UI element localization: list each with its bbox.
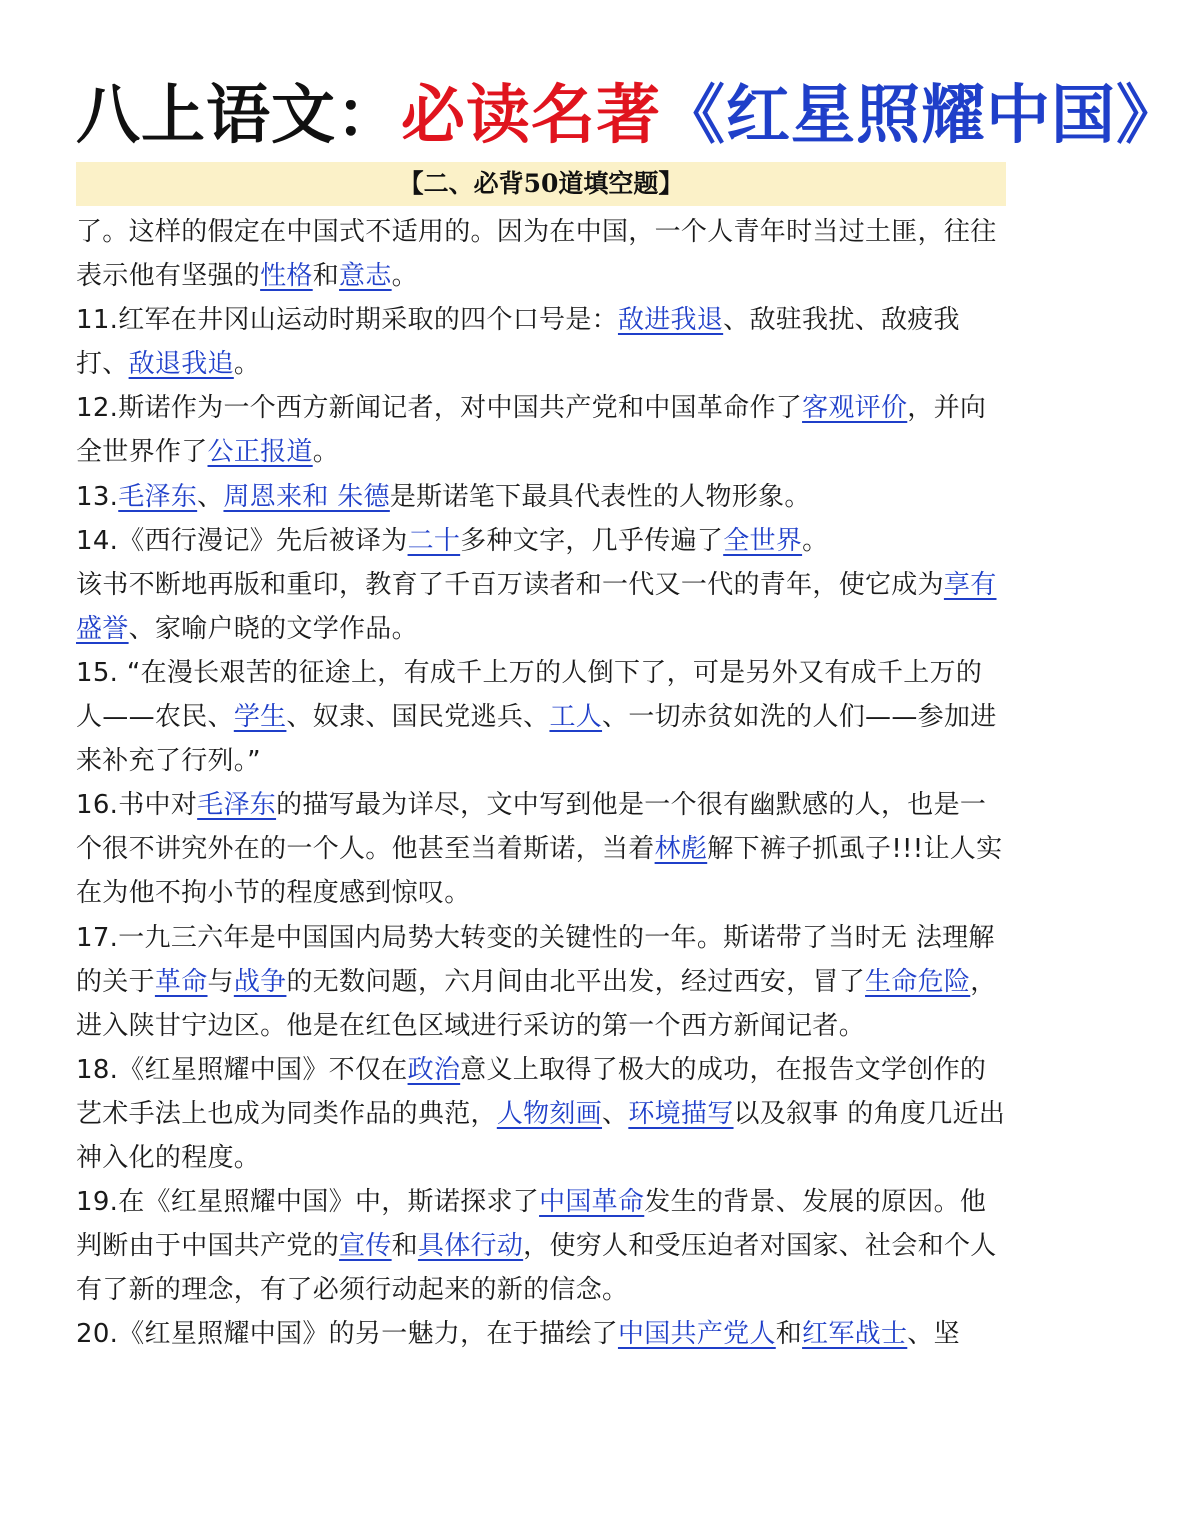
question-text: 的无数问题，六月间由北平出发，经过西安，冒了	[286, 966, 866, 997]
fill-in-answer: 敌进我退	[617, 305, 724, 336]
question-text: 和	[312, 261, 340, 292]
fill-in-answer: 环境描写	[628, 1098, 734, 1129]
question-text: 18.《红星照耀中国》不仅在	[76, 1054, 408, 1085]
fill-in-answer: 二十	[407, 525, 461, 556]
fill-in-answer: 中国共产党人	[617, 1319, 776, 1350]
question-text: 、家喻户晓的文学作品。	[128, 613, 418, 644]
question-text: ，使穷人和受压迫者对国家、社会和个人有了新的理念，有了必须行动起来的新的信念。	[76, 1231, 997, 1306]
question-text: 解下裤子抓虱子!!!让人实在为他不拘小节的程度感到惊叹。	[76, 834, 1003, 909]
fill-in-answer: 毛泽东	[118, 481, 198, 512]
fill-in-answer: 红军战士	[802, 1319, 908, 1350]
question-paragraph	[76, 916, 1006, 1048]
fill-in-answer: 客观评价	[802, 393, 908, 424]
section-banner: 【二、必背50道填空题】	[76, 162, 1006, 206]
page	[0, 78, 1181, 1518]
question-paragraph	[76, 651, 1006, 783]
question-text: 16.书中对	[76, 790, 198, 821]
fill-in-answer: 生命危险	[865, 966, 971, 997]
fill-in-answer: 具体行动	[417, 1231, 524, 1262]
question-text: 和	[775, 1319, 803, 1350]
question-text: 的描写最为详尽，文中写到他是一个很有幽默感的人，也是一个很不讲究外在的一个人。他甚至当着斯诺，当着	[76, 790, 987, 865]
question-text: 。	[802, 525, 829, 556]
question-text: ，并向全世界作了	[76, 393, 987, 468]
question-paragraph	[76, 298, 1006, 386]
question-text: 17.一九三六年是中国国内局势大转变的关键性的一年。斯诺带了当时无 法理解的关于	[76, 922, 995, 997]
fill-in-answer: 享有盛誉	[76, 569, 997, 644]
question-paragraph	[76, 1180, 1006, 1312]
fill-in-answer: 中国革命	[539, 1187, 645, 1218]
question-text: 多种文字，几乎传遍了	[460, 525, 724, 556]
question-paragraph	[76, 783, 1006, 915]
fill-in-answer: 林彪	[654, 834, 708, 865]
question-paragraph	[76, 1312, 1006, 1356]
question-text: 11.红军在井冈山运动时期采取的四个口号是：	[76, 305, 618, 336]
fill-in-answer: 工人	[549, 702, 603, 733]
title-red-part: 必读名著	[401, 78, 661, 153]
question-text: 14.《西行漫记》先后被译为	[76, 525, 408, 556]
question-paragraph	[76, 210, 1006, 298]
question-list	[76, 210, 1006, 1356]
title-blue-part: 《红星照耀中国》	[661, 78, 1181, 153]
question-text: 。	[312, 437, 340, 468]
question-text: 与	[207, 966, 234, 997]
question-paragraph	[76, 1048, 1006, 1180]
question-text: 、	[197, 481, 224, 512]
fill-in-answer: 战争	[233, 966, 287, 997]
question-text: 、一切赤贫如洗的人们——参加进来补充了行列。”	[76, 702, 997, 777]
question-text: 。	[391, 261, 418, 292]
question-text: 15. “在漫长艰苦的征途上，有成千上万的人倒下了，可是另外又有成千上万的人——农民、	[76, 657, 983, 733]
question-text: 。	[233, 349, 261, 380]
fill-in-answer: 意志	[339, 261, 392, 292]
fill-in-answer: 革命	[154, 966, 208, 997]
question-text: 意义上取得了极大的成功，在报告文学创作的艺术手法上也成为同类作品的典范，	[76, 1054, 987, 1129]
question-text: 12.斯诺作为一个西方新闻记者，对中国共产党和中国革命作了	[76, 393, 803, 424]
question-text: 、奴隶、国民党逃兵、	[286, 702, 550, 733]
fill-in-answer: 毛泽东	[197, 790, 277, 821]
question-text: 、坚	[907, 1319, 960, 1350]
question-paragraph	[76, 386, 1006, 474]
question-text: 发生的背景、发展的原因。他判断由于中国共产党的	[76, 1187, 987, 1262]
question-text: 20.《红星照耀中国》的另一魅力，在于描绘了	[76, 1319, 618, 1350]
question-text: ，进入陕甘宁边区。他是在红色区域进行采访的第一个西方新闻记者。	[76, 966, 997, 1041]
fill-in-answer: 政治	[407, 1054, 461, 1085]
question-paragraph	[76, 475, 1006, 519]
question-paragraph	[76, 519, 1006, 563]
fill-in-answer: 敌退我追	[128, 349, 234, 380]
fill-in-answer: 宣传	[339, 1231, 392, 1262]
fill-in-answer: 性格	[260, 261, 313, 292]
question-text: 该书不断地再版和重印，教育了千百万读者和一代又一代的青年，使它成为	[76, 569, 944, 600]
question-text: 和	[391, 1231, 418, 1262]
question-text: 、敌驻我扰、敌疲我打、	[76, 305, 960, 380]
title-prefix: 八上语文：	[76, 78, 401, 153]
question-text: 、	[602, 1098, 629, 1129]
question-text: 了。这样的假定在中国式不适用的。因为在中国，一个人青年时当过土匪，往往表示他有坚强的	[76, 217, 997, 292]
fill-in-answer: 全世界	[723, 525, 803, 556]
fill-in-answer: 人物刻画	[496, 1098, 603, 1129]
question-text: 13.	[76, 481, 119, 512]
fill-in-answer: 公正报道	[207, 437, 313, 468]
fill-in-answer: 周恩来和 朱德	[223, 481, 390, 512]
question-text: 19.在《红星照耀中国》中，斯诺探求了	[76, 1187, 540, 1218]
page-title	[76, 78, 1181, 154]
question-paragraph	[76, 563, 1006, 651]
fill-in-answer: 学生	[233, 702, 287, 733]
question-text: 以及叙事 的角度几近出神入化的程度。	[76, 1098, 1006, 1173]
question-text: 是斯诺笔下最具代表性的人物形象。	[389, 481, 811, 512]
